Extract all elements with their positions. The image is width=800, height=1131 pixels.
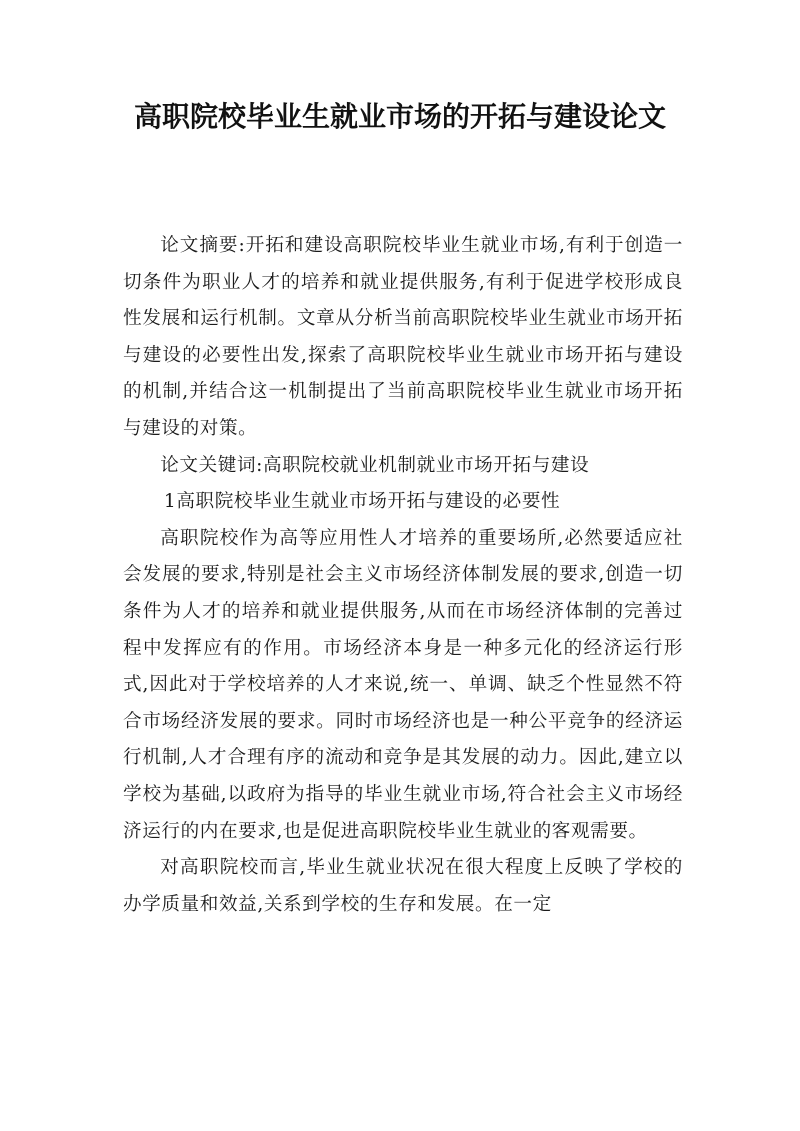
abstract-paragraph: 论文摘要:开拓和建设高职院校毕业生就业市场,有利于创造一切条件为职业人才的培养和就业提供服务,有利于促进学校形成良性发展和运行机制。文章从分析当前高职院校毕业生就业市场开拓与建设的必要性出发,探索了高职院校毕业生就业市场开拓与建设的机制,并结合这一机制提出了当前高职院校毕业生就业市场开拓与建设的对策。 bbox=[123, 235, 683, 439]
body-paragraph: 对高职院校而言,毕业生就业状况在很大程度上反映了学校的办学质量和效益,关系到学校的生存和发展。在一定 bbox=[123, 857, 683, 915]
document-body bbox=[123, 228, 683, 923]
body-paragraph: 高职院校作为高等应用性人才培养的重要场所,必然要适应社会发展的要求,特别是社会主义市场经济体制发展的要求,创造一切条件为人才的培养和就业提供服务,从而在市场经济体制的完善过程中发挥应有的作用。市场经济本身是一种多元化的经济运行形式,因此对于学校培养的人才来说,统一、单调、缺乏个性显然不符合市场经济发展的要求。同时市场经济也是一种公平竞争的经济运行机制,人才合理有序的流动和竞争是其发展的动力。因此,建立以学校为基础,以政府为指导的毕业生就业市场,符合社会主义市场经济运行的内在要求,也是促进高职院校毕业生就业的客观需要。 bbox=[123, 527, 683, 842]
document-title: 高职院校毕业生就业市场的开拓与建设论文 bbox=[133, 100, 666, 133]
keywords-paragraph: 论文关键词:高职院校就业机制就业市场开拓与建设 bbox=[160, 454, 590, 476]
section-heading: 1高职院校毕业生就业市场开拓与建设的必要性 bbox=[163, 491, 561, 513]
